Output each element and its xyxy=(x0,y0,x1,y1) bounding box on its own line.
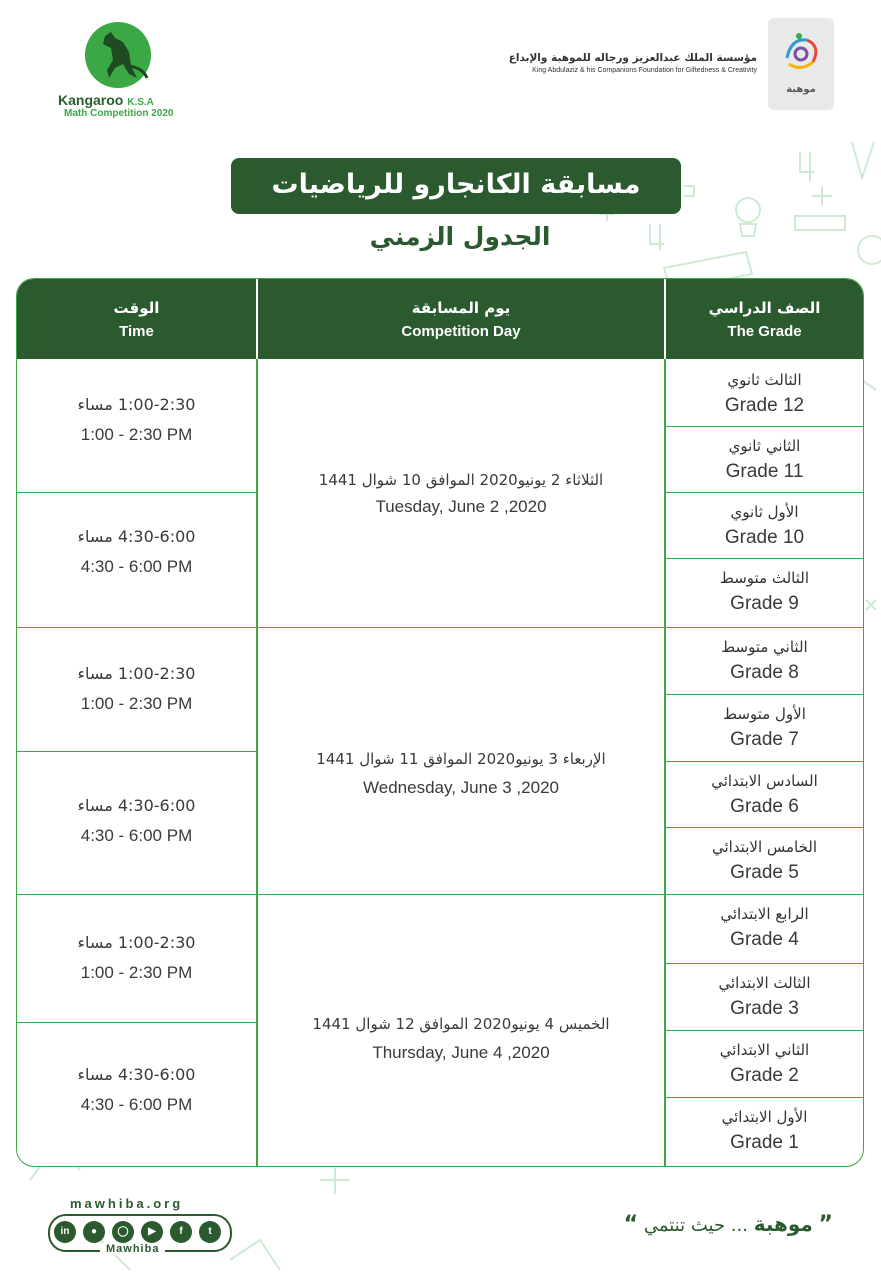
grade-cell: السادس الابتدائي Grade 6 xyxy=(666,762,863,828)
quote-close-icon: “ xyxy=(623,1212,639,1237)
linkedin-icon[interactable]: in xyxy=(54,1221,76,1243)
grade-cell: الثاني الابتدائي Grade 2 xyxy=(666,1031,863,1098)
grade-cell: الرابع الابتدائي Grade 4 xyxy=(666,895,863,964)
facebook-icon[interactable]: f xyxy=(170,1221,192,1243)
kangaroo-logo xyxy=(58,22,188,122)
grade-cell: الثالث متوسط Grade 9 xyxy=(666,559,863,628)
day-cell: الإربعاء 3 يونيو2020 الموافق 11 شوال 1441 Wednesday, June 3 ,2020 xyxy=(258,628,664,895)
grade-cell: الأول الابتدائي Grade 1 xyxy=(721,1108,808,1153)
kangaroo-ksa: K.S.A xyxy=(127,97,154,108)
schedule-table xyxy=(16,278,864,1167)
foundation-name-arabic: مؤسسة الملك عبدالعزيز ورجاله للموهبة والإبداع xyxy=(508,52,757,64)
grade-cell: الثاني متوسط Grade 8 xyxy=(666,628,863,695)
mawhiba-logo xyxy=(768,18,834,110)
grade-cell: الأول ثانوي Grade 10 xyxy=(666,493,863,559)
mawhiba-logo-word: موهبة xyxy=(786,84,816,95)
instagram-icon[interactable]: ◯ xyxy=(112,1221,134,1243)
header-grade: الصف الدراسي The Grade xyxy=(708,299,821,340)
day-cell: الثلاثاء 2 يونيو2020 الموافق 10 شوال 1441 Tuesday, June 2 ,2020 xyxy=(258,361,664,628)
mawhiba-label: Mawhiba xyxy=(100,1243,165,1255)
kangaroo-subtitle: Math Competition 2020 xyxy=(64,108,174,119)
slogan-brand: موهبة xyxy=(753,1212,813,1236)
mawhiba-emblem-icon xyxy=(777,28,825,78)
header-time: الوقت Time xyxy=(17,279,258,359)
grade-cell: الثالث ثانوي Grade 12 xyxy=(666,361,863,427)
grade-cell: الثالث الابتدائي Grade 3 xyxy=(666,964,863,1031)
time-cell: 4:30-6:00 مساء 4:30 - 6:00 PM xyxy=(17,752,256,895)
day-cell: الخميس 4 يونيو2020 الموافق 12 شوال 1441 Thursday, June 4 ,2020 xyxy=(312,1015,610,1062)
slogan-text: ... حيث تنتمي xyxy=(643,1215,748,1236)
twitter-icon[interactable]: t xyxy=(199,1221,221,1243)
page-title: مسابقة الكانجارو للرياضيات xyxy=(231,158,681,214)
page-subtitle: الجدول الزمني xyxy=(369,222,551,251)
time-cell: 1:00-2:30 مساء 1:00 - 2:30 PM xyxy=(17,895,256,1023)
grade-cell: الثاني ثانوي Grade 11 xyxy=(666,427,863,493)
foundation-name-english: King Abdulaziz & his Companions Foundation for Giftedness & Creativity xyxy=(532,67,757,74)
table-header xyxy=(17,279,863,359)
snapchat-icon[interactable]: ● xyxy=(83,1221,105,1243)
grade-cell: الخامس الابتدائي Grade 5 xyxy=(666,828,863,895)
quote-open-icon: ” xyxy=(818,1212,833,1237)
youtube-icon[interactable]: ▶ xyxy=(141,1221,163,1243)
grade-cell: الأول متوسط Grade 7 xyxy=(666,695,863,762)
kangaroo-title: Kangaroo K.S.A xyxy=(58,92,154,108)
time-cell: 4:30-6:00 مساء 4:30 - 6:00 PM xyxy=(77,1065,196,1114)
kangaroo-icon xyxy=(85,22,151,88)
slogan xyxy=(624,1212,833,1237)
header-competition-day: يوم المسابقة Competition Day xyxy=(258,279,666,359)
website-url[interactable]: mawhiba.org xyxy=(70,1196,184,1211)
time-cell: 1:00-2:30 مساء 1:00 - 2:30 PM xyxy=(17,361,256,493)
time-cell: 4:30-6:00 مساء 4:30 - 6:00 PM xyxy=(17,493,256,628)
time-cell: 1:00-2:30 مساء 1:00 - 2:30 PM xyxy=(17,628,256,752)
